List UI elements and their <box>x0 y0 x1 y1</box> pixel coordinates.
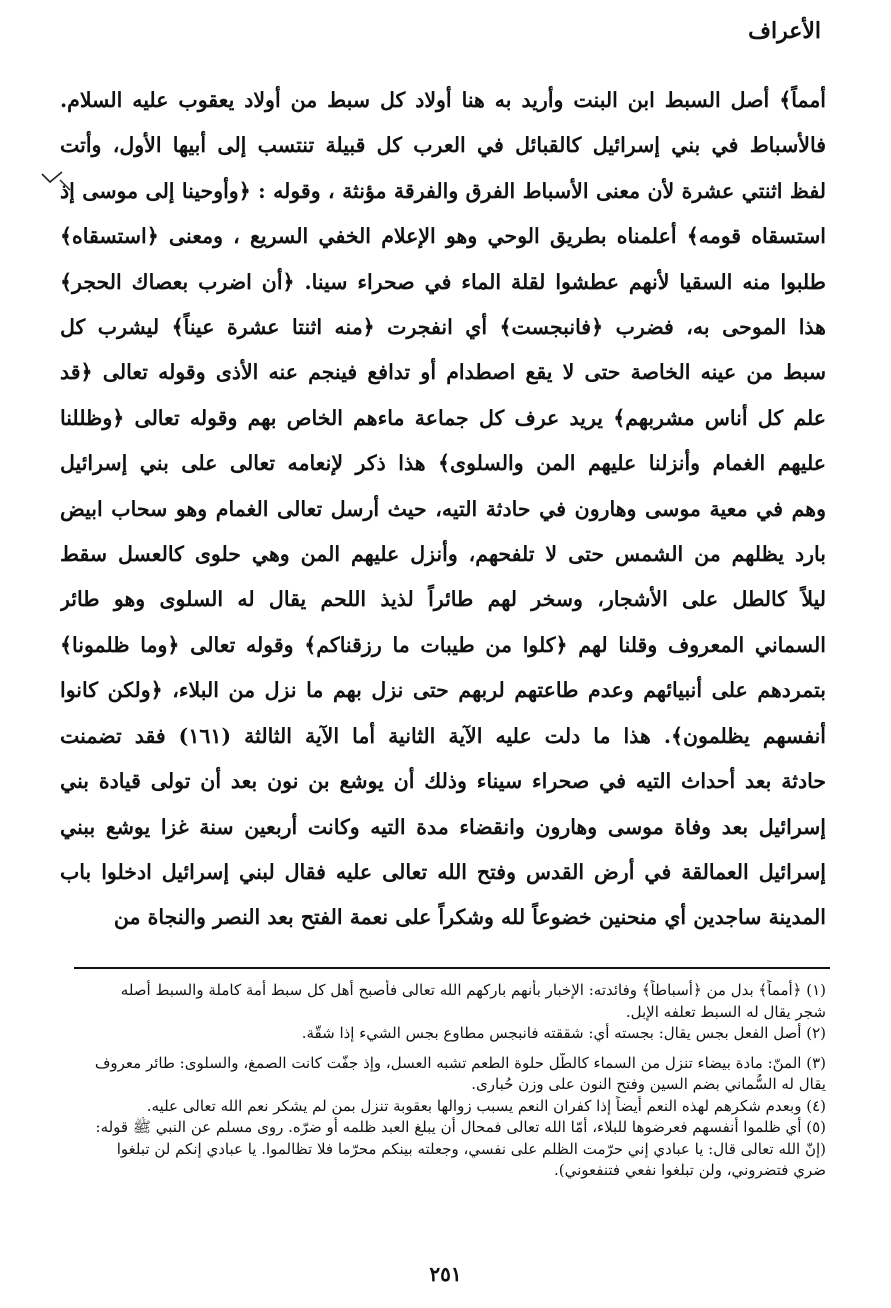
footnote-line: يقال له السُّماني بضم السين وفتح النون على وزن حُبارى. <box>471 1075 826 1093</box>
body-line: عليهم الغمام وأنزلنا عليهم المن والسلوى﴾ هذا ذكر لإنعامه تعالى على بني إسرائيل <box>60 451 826 476</box>
footnote-line: (إنّ الله تعالى قال: يا عبادي إني حرّمت الظلم على نفسي، وجعلته بينكم محرّما فلا تظالموا. يا عبادي إنكم لن تبلغوا <box>116 1139 826 1158</box>
footnotes-section <box>60 980 826 1182</box>
body-line: علم كل أناس مشربهم﴾ يريد عرف كل جماعة ماءهم الخاص بهم وقوله تعالى ﴿وظللنا <box>60 405 826 430</box>
body-line: أنفسهم يظلمون﴾. هذا ما دلت عليه الآية الثانية أما الآية الثالثة (١٦١) فقد تضمنت <box>60 723 826 748</box>
body-line: هذا الموحى به، فضرب ﴿فانبجست﴾ أي انفجرت ﴿منه اثنتا عشرة عيناً﴾ ليشرب كل <box>60 315 826 340</box>
body-line: طلبوا منه السقيا لأنهم عطشوا لقلة الماء في صحراء سينا. ﴿أن اضرب بعصاك الحجر﴾ <box>60 269 826 294</box>
body-line: لفظ اثنتي عشرة لأن معنى الأسباط الفرق والفرقة مؤنثة ، وقوله : ﴿وأوحينا إلى موسى إذ <box>60 178 826 203</box>
main-body-text <box>60 78 826 941</box>
body-line: سبط من عينه الخاصة حتى لا يقع اصطدام أو تدافع فينجم عنه الأذى وقوله تعالى ﴿قد <box>60 360 826 385</box>
footnote-line: (١) ﴿أمماً﴾ بدل من ﴿أسباطاً﴾ وفائدته: الإخبار بأنهم باركهم الله تعالى فأصبح أهل كل سبط أمة كاملة والسبط أصله <box>120 981 826 999</box>
body-line: فالأسباط في بني إسرائيل كالقبائل في العرب كل قبيلة تنتسب إلى أبيها الأول، وأتت <box>60 133 826 158</box>
body-line: السماني المعروف وقلنا لهم ﴿كلوا من طيبات ما رزقناكم﴾ وقوله تعالى ﴿وما ظلمونا﴾ <box>60 632 826 657</box>
running-title: الأعراف <box>748 18 821 44</box>
footnote-line: (٥) أي ظلموا أنفسهم فعرضوها للبلاء، أمّا الله تعالى فمحال أن يبلغ العبد ظلمه أو ضرّه. روى مسلم عن النبي ﷺ قوله: <box>95 1118 826 1136</box>
body-line: حادثة بعد أحداث التيه في صحراء سيناء وذلك أن يوشع بن نون بعد أن تولى قيادة بني <box>60 769 826 794</box>
footnote-line: (٣) المنّ: مادة بيضاء تنزل من السماء كالطّل حلوة الطعم تشبه العسل، وإذ جفّت كانت الصمغ، والسلوى: طائر معروف <box>94 1053 826 1072</box>
body-line: أمماً﴾ أصل السبط ابن البنت وأريد به هنا أولاد كل سبط من أولاد يعقوب عليه السلام. <box>60 88 826 112</box>
body-line: استسقاه قومه﴾ أعلمناه بطريق الوحي وهو الإعلام الخفي السريع ، ومعنى ﴿استسقاه﴾ <box>60 224 826 249</box>
footnote-line: ضري فتضروني، ولن تبلغوا نفعي فتنفعوني). <box>554 1161 826 1179</box>
footnote-gap <box>60 1045 826 1053</box>
footnote-line: (٤) وبعدم شكرهم لهذه النعم أيضاً إذا كفران النعم يسبب زوالها بعقوبة تنزل بمن لم يشكر نعم الله تعالى عليه. <box>146 1096 826 1115</box>
body-line: ليلاً كالطل على الأشجار، وسخر لهم طائراً لذيذ اللحم يقال له السلوى وهو طائر <box>60 587 826 612</box>
footnote-separator <box>74 967 830 969</box>
body-line: بتمردهم على أنبيائهم وعدم طاعتهم لربهم حتى نزل بهم ما نزل من البلاء، ﴿ولكن كانوا <box>60 678 826 703</box>
body-line: وهم في معية موسى وهارون في حادثة التيه، حيث أرسل تعالى الغمام وهو سحاب ابيض <box>60 496 826 521</box>
body-line: بارد يظلهم من الشمس حتى لا تلفحهم، وأنزل عليهم المن وهي حلوى كالعسل سقط <box>60 542 826 567</box>
footnote-line: (٢) أصل الفعل بجس يقال: بجسته أي: شققته فانبجس مطاوع بجس الشيء إذا شقّة. <box>301 1024 826 1042</box>
page-number: ٢٥١ <box>429 1262 462 1286</box>
body-line: إسرائيل بعد وفاة موسى وهارون وانقضاء مدة التيه وكانت أربعين سنة غزا يوشع ببني <box>60 814 826 839</box>
body-line: إسرائيل العمالقة في أرض القدس وفتح الله تعالى عليه فقال لبني إسرائيل ادخلوا باب <box>60 859 826 884</box>
footnote-line: شجر يقال له السبط تعلفه الإبل. <box>625 1002 826 1021</box>
body-line: المدينة ساجدين أي منحنين خضوعاً لله وشكراً على نعمة الفتح بعد النصر والنجاة من <box>113 905 826 930</box>
